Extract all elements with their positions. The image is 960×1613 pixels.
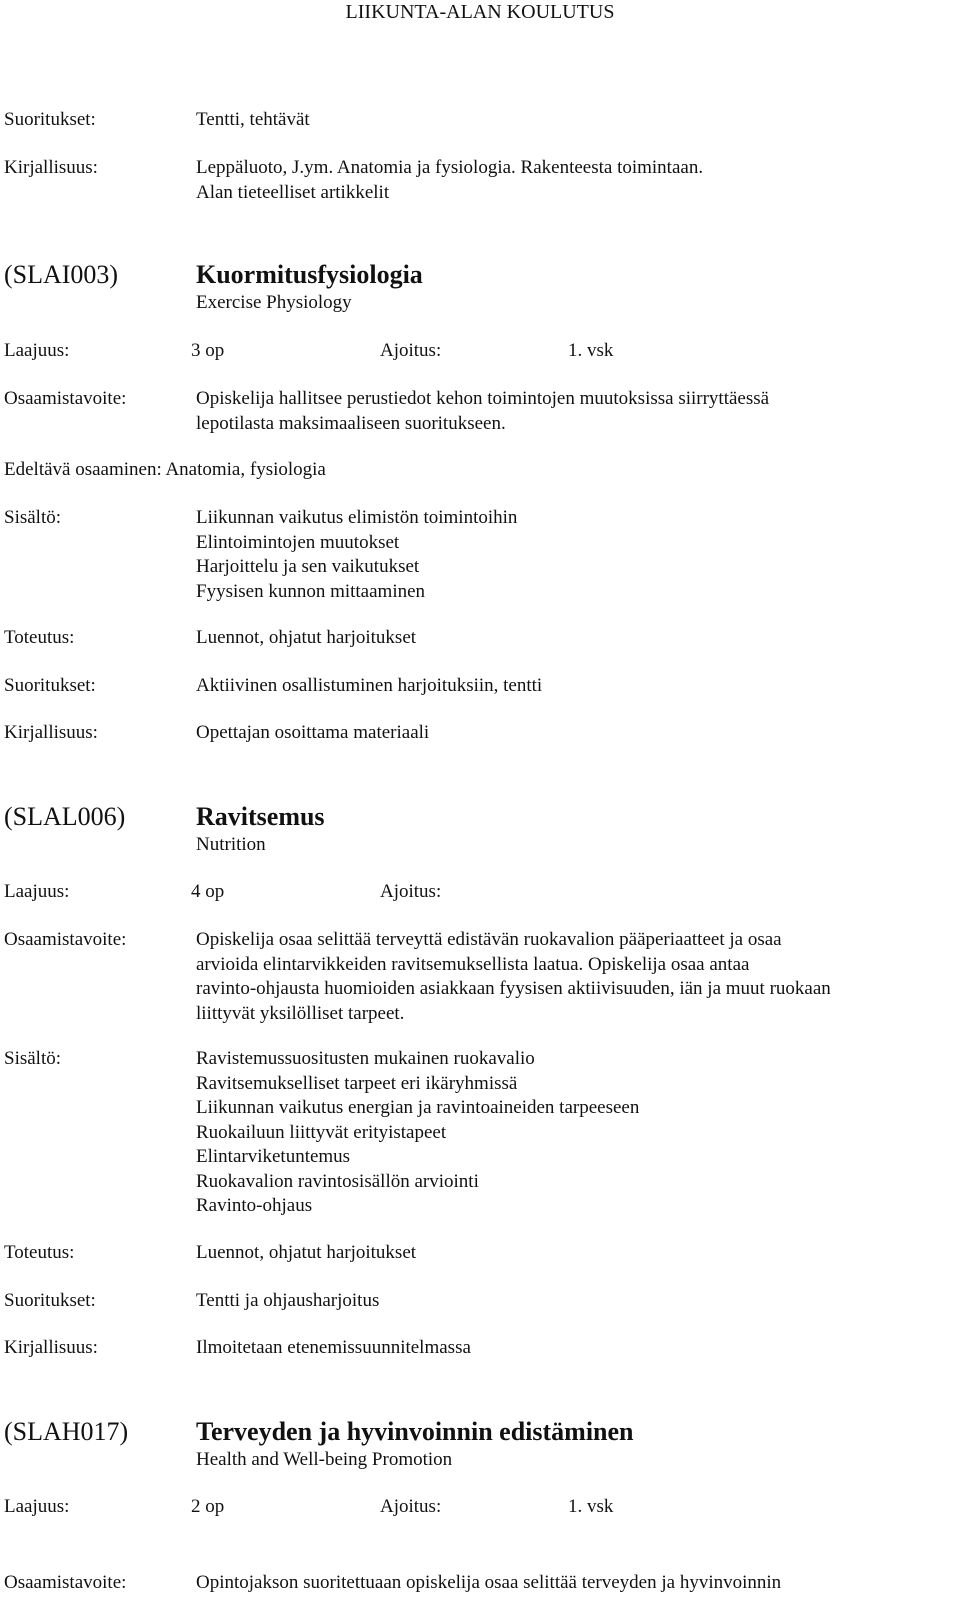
text-line: liittyvät yksilölliset tarpeet. — [196, 1002, 405, 1024]
laajuus-value: 3 op — [191, 340, 225, 361]
osaamistavoite-value — [196, 928, 956, 1026]
ajoitus-value: 1. vsk — [568, 1496, 614, 1517]
text-line: arvioida elintarvikkeiden ravitsemuksellista laatua. Opiskelija osaa antaa — [196, 953, 750, 975]
page-header: LIIKUNTA-ALAN KOULUTUS — [345, 1, 615, 23]
text-line: Ravistemussuositusten mukainen ruokavalio — [196, 1048, 535, 1069]
text-line: ravinto-ohjausta huomioiden asiakkaan fyysisen aktiivisuuden, iän ja muut ruokaan — [196, 978, 831, 999]
kirjallisuus-label: Kirjallisuus: — [4, 157, 98, 178]
text-line: Opiskelija osaa selittää terveyttä edistävän ruokavalion pääperiaatteet ja osaa — [196, 929, 782, 950]
text-line: Elintoimintojen muutokset — [196, 531, 400, 553]
laajuus-value: 4 op — [191, 881, 225, 902]
kirjallisuus-label: Kirjallisuus: — [4, 722, 98, 743]
text-line: Ruokavalion ravintosisällön arviointi — [196, 1170, 479, 1192]
sisalto-value — [196, 1047, 956, 1219]
ajoitus-label: Ajoitus: — [380, 881, 442, 902]
text-line: Ravinto-ohjaus — [196, 1195, 313, 1216]
text-line: Alan tieteelliset artikkelit — [196, 181, 390, 203]
osaamistavoite-label: Osaamistavoite: — [4, 388, 127, 409]
kirjallisuus-label: Kirjallisuus: — [4, 1337, 98, 1358]
sisalto-label: Sisältö: — [4, 507, 62, 528]
sisalto-value — [196, 506, 956, 604]
course-subtitle: Exercise Physiology — [196, 292, 352, 313]
toteutus-label: Toteutus: — [4, 1242, 75, 1263]
text-line: Ruokailuun liittyvät erityistapeet — [196, 1121, 447, 1143]
kirjallisuus-value — [196, 156, 956, 205]
suoritukset-label: Suoritukset: — [4, 109, 96, 130]
osaamistavoite-value — [196, 1571, 956, 1596]
toteutus-value: Luennot, ohjatut harjoitukset — [196, 1242, 417, 1263]
text-line: Leppäluoto, J.ym. Anatomia ja fysiologia. Rakenteesta toimintaan. — [196, 157, 704, 178]
text-line: Opiskelija hallitsee perustiedot kehon toimintojen muutoksissa siirryttäessä — [196, 388, 770, 409]
osaamistavoite-label: Osaamistavoite: — [4, 1572, 127, 1593]
text-line: Fyysisen kunnon mittaaminen — [196, 580, 426, 602]
course-code: (SLAL006) — [4, 802, 126, 831]
osaamistavoite-label: Osaamistavoite: — [4, 929, 127, 950]
text-line: Liikunnan vaikutus energian ja ravintoaineiden tarpeeseen — [196, 1097, 640, 1118]
ajoitus-value: 1. vsk — [568, 340, 614, 361]
course-code: (SLAH017) — [4, 1417, 129, 1446]
laajuus-label: Laajuus: — [4, 340, 70, 361]
text-line: Opintojakson suoritettuaan opiskelija osaa selittää terveyden ja hyvinvoinnin — [196, 1572, 782, 1593]
suoritukset-value: Aktiivinen osallistuminen harjoituksiin, tentti — [196, 675, 543, 696]
course-code: (SLAI003) — [4, 260, 119, 289]
text-line: lepotilasta maksimaaliseen suoritukseen. — [196, 412, 506, 434]
edeltava-osaaminen: Edeltävä osaaminen: Anatomia, fysiologia — [4, 459, 326, 480]
text-line: Elintarviketuntemus — [196, 1146, 351, 1167]
course-subtitle: Health and Well-being Promotion — [196, 1449, 453, 1470]
course-subtitle: Nutrition — [196, 834, 266, 855]
toteutus-value: Luennot, ohjatut harjoitukset — [196, 627, 417, 648]
text-line: Liikunnan vaikutus elimistön toimintoihin — [196, 507, 518, 528]
suoritukset-label: Suoritukset: — [4, 1290, 96, 1311]
osaamistavoite-value — [196, 387, 956, 436]
kirjallisuus-value: Ilmoitetaan etenemissuunnitelmassa — [196, 1337, 471, 1358]
suoritukset-value: Tentti, tehtävät — [196, 109, 310, 130]
laajuus-label: Laajuus: — [4, 881, 70, 902]
suoritukset-label: Suoritukset: — [4, 675, 96, 696]
text-line: Ravitsemukselliset tarpeet eri ikäryhmissä — [196, 1072, 518, 1094]
sisalto-label: Sisältö: — [4, 1048, 62, 1069]
course-title: Kuormitusfysiologia — [196, 260, 423, 289]
suoritukset-value: Tentti ja ohjausharjoitus — [196, 1290, 380, 1311]
kirjallisuus-value: Opettajan osoittama materiaali — [196, 722, 430, 743]
ajoitus-label: Ajoitus: — [380, 340, 442, 361]
toteutus-label: Toteutus: — [4, 627, 75, 648]
laajuus-label: Laajuus: — [4, 1496, 70, 1517]
laajuus-value: 2 op — [191, 1496, 225, 1517]
course-title: Terveyden ja hyvinvoinnin edistäminen — [196, 1417, 634, 1446]
text-line: Harjoittelu ja sen vaikutukset — [196, 556, 420, 577]
course-title: Ravitsemus — [196, 802, 325, 831]
ajoitus-label: Ajoitus: — [380, 1496, 442, 1517]
